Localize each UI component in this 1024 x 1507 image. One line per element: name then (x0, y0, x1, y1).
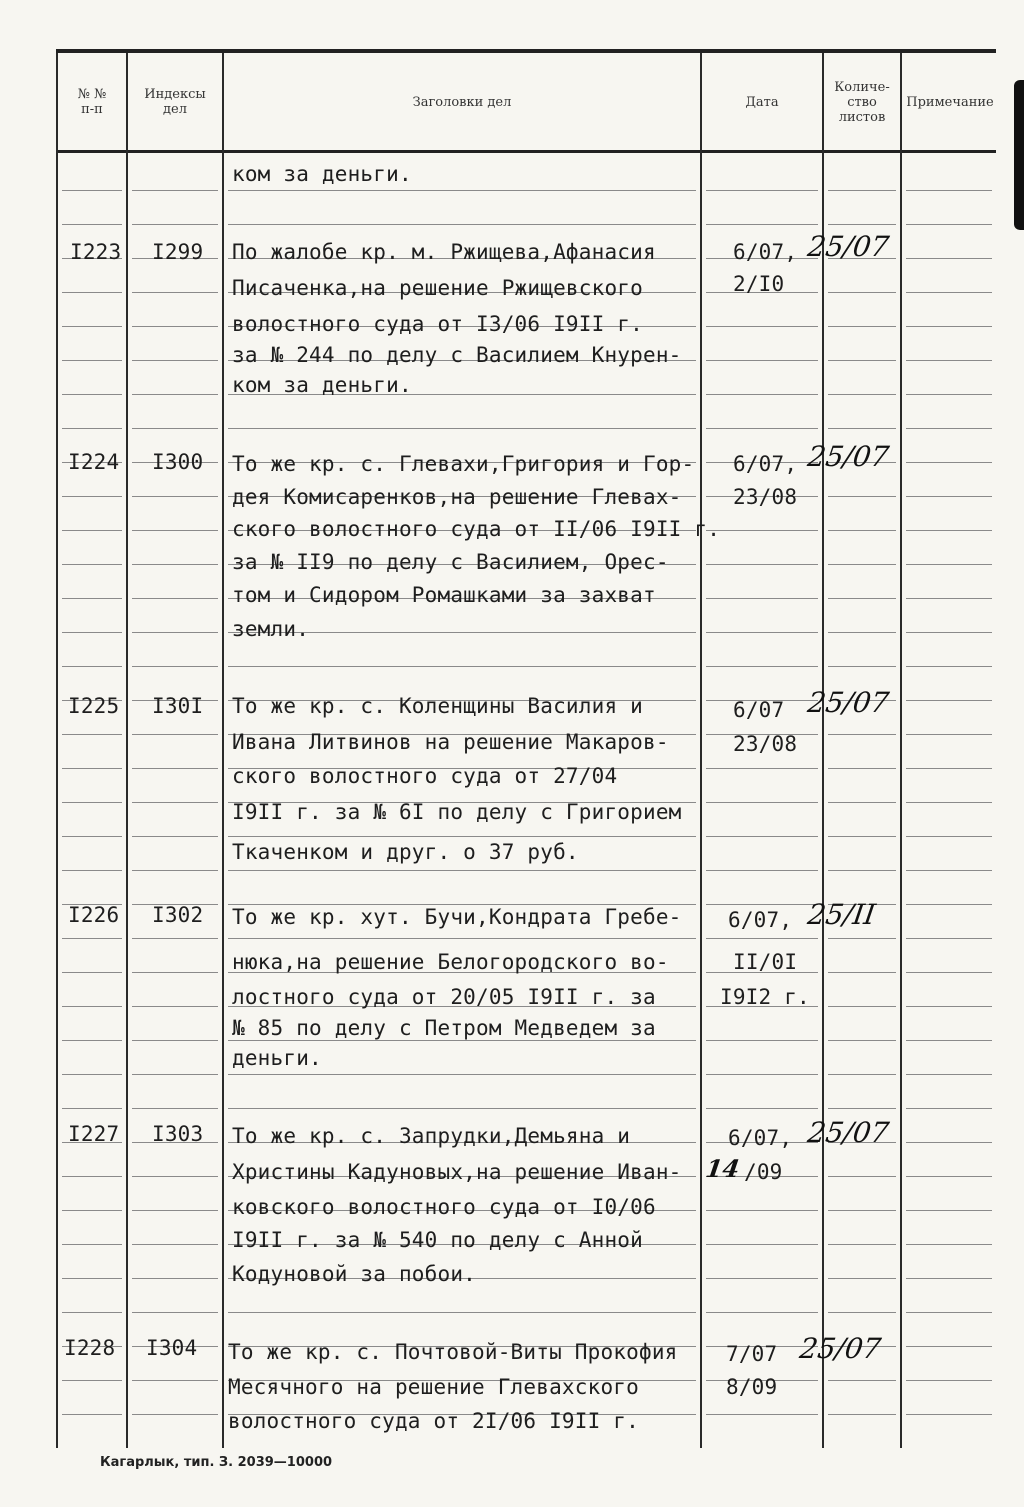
ruled-line (132, 564, 218, 565)
record-line: То же кр. с. Запрудки,Демьяна и (232, 1124, 631, 1148)
ruled-line (828, 224, 896, 225)
ruled-line (906, 904, 992, 905)
ruled-line (706, 394, 818, 395)
record-number: I225 (68, 694, 120, 718)
ruled-line (906, 1210, 992, 1211)
record-line: Христины Кадуновых,на решение Иван- (232, 1160, 682, 1184)
ruled-line (706, 1040, 818, 1041)
ruled-line (706, 224, 818, 225)
ruled-line (828, 530, 896, 531)
ruled-line (132, 870, 218, 871)
ruled-line (828, 1108, 896, 1109)
ruled-line (828, 972, 896, 973)
ruled-line (906, 598, 992, 599)
record-index: I302 (152, 903, 204, 927)
ruled-line (132, 360, 218, 361)
ruled-line (132, 666, 218, 667)
ruled-line (906, 1244, 992, 1245)
header-title: Заголовки дел (412, 94, 512, 110)
ruled-line (62, 564, 122, 565)
record-date: 6/07, (728, 1126, 793, 1150)
record-index: I30I (152, 694, 204, 718)
ruled-line (706, 632, 818, 633)
ruled-line (132, 1040, 218, 1041)
record-line: Кодуновой за побои. (232, 1262, 477, 1286)
record-number: I227 (68, 1122, 120, 1146)
record-line: волостного суда от 2I/06 I9II г. (228, 1409, 639, 1433)
ruled-line (906, 1006, 992, 1007)
ruled-line (62, 836, 122, 837)
ruled-line (706, 598, 818, 599)
record-index: I304 (146, 1336, 198, 1360)
ruled-line (906, 326, 992, 327)
ruled-line (828, 768, 896, 769)
header-date: Дата (745, 94, 779, 110)
ruled-line (828, 190, 896, 191)
record-date: 23/08 (733, 732, 798, 756)
ruled-line (62, 224, 122, 225)
ruled-line (706, 870, 818, 871)
ruled-line (828, 360, 896, 361)
record-date: 6/07, (733, 240, 798, 264)
record-index: I303 (152, 1122, 204, 1146)
ruled-line (62, 598, 122, 599)
ruled-line (906, 734, 992, 735)
ruled-line (906, 1108, 992, 1109)
record-index: I300 (152, 450, 204, 474)
ruled-line (706, 836, 818, 837)
column-divider (126, 53, 128, 1448)
ruled-line (828, 836, 896, 837)
ruled-line (62, 496, 122, 497)
ruled-line (906, 1346, 992, 1347)
ruled-line (228, 1040, 696, 1041)
ruled-line (228, 836, 696, 837)
record-line: I9II г. за № 540 по делу с Анной (232, 1228, 643, 1252)
record-line: нюка,на решение Белогородского во- (232, 950, 669, 974)
ruled-line (132, 1006, 218, 1007)
ruled-line (132, 1244, 218, 1245)
header-number: № № п-п (77, 87, 107, 117)
ruled-line (906, 258, 992, 259)
record-line: Ивана Литвинов на решение Макаров- (232, 730, 669, 754)
record-date: 8/09 (726, 1375, 778, 1399)
ruled-line (706, 1414, 818, 1415)
ruled-line (62, 1244, 122, 1245)
ruled-line (706, 564, 818, 565)
ruled-line (828, 598, 896, 599)
ruled-line (828, 394, 896, 395)
ruled-line (828, 326, 896, 327)
column-divider (56, 53, 58, 1448)
handwritten-sheet-count: 25/07 (805, 440, 892, 473)
ruled-line (906, 938, 992, 939)
record-line: То же кр. с. Глевахи,Григория и Гор- (232, 452, 695, 476)
ruled-line (906, 360, 992, 361)
ruled-line (62, 1006, 122, 1007)
ruled-line (132, 1380, 218, 1381)
record-date: 6/07, (728, 908, 793, 932)
handwritten-sheet-count: 25/II (805, 898, 878, 931)
ruled-line (906, 632, 992, 633)
table-top-border (56, 49, 996, 53)
record-line: земли. (232, 617, 310, 641)
ruled-line (828, 564, 896, 565)
ruled-line (706, 802, 818, 803)
ruled-line (62, 802, 122, 803)
ruled-line (906, 292, 992, 293)
ruled-line (132, 1278, 218, 1279)
record-line: ком за деньги. (232, 373, 412, 397)
ruled-line (62, 768, 122, 769)
record-number: I223 (70, 240, 122, 264)
ruled-line (906, 802, 992, 803)
record-line: I9II г. за № 6I по делу с Григорием (232, 800, 682, 824)
ruled-line (906, 428, 992, 429)
ruled-line (706, 428, 818, 429)
ruled-line (906, 870, 992, 871)
ruled-line (828, 802, 896, 803)
ruled-line (706, 666, 818, 667)
ruled-line (906, 1142, 992, 1143)
ruled-line (132, 496, 218, 497)
ruled-line (132, 1074, 218, 1075)
ruled-line (228, 870, 696, 871)
handwritten-sheet-count: 25/07 (805, 686, 892, 719)
record-line: ского волостного суда от 27/04 (232, 764, 618, 788)
ruled-line (906, 1312, 992, 1313)
ruled-line (62, 938, 122, 939)
ruled-line (828, 1414, 896, 1415)
record-line: То же кр. с. Почтовой-Виты Прокофия (228, 1340, 678, 1364)
record-index: I299 (152, 240, 204, 264)
ruled-line (132, 428, 218, 429)
ruled-line (906, 1414, 992, 1415)
ruled-line (706, 1074, 818, 1075)
record-date: II/0I (733, 950, 798, 974)
ruled-line (828, 938, 896, 939)
ruled-line (828, 870, 896, 871)
ruled-line (706, 938, 818, 939)
record-date: 2/I0 (733, 272, 785, 296)
ruled-line (706, 1210, 818, 1211)
ruled-line (132, 1108, 218, 1109)
ruled-line (828, 1006, 896, 1007)
ruled-line (228, 938, 696, 939)
ruled-line (828, 1244, 896, 1245)
ruled-line (706, 904, 818, 905)
record-date: /09 (744, 1160, 783, 1184)
ruled-line (132, 1312, 218, 1313)
ruled-line (828, 1210, 896, 1211)
ruled-line (62, 666, 122, 667)
ruled-line (828, 666, 896, 667)
ruled-line (828, 1074, 896, 1075)
ruled-line (228, 190, 696, 191)
ruled-line (828, 496, 896, 497)
column-divider (700, 53, 702, 1448)
ruled-line (62, 1074, 122, 1075)
column-divider (900, 53, 902, 1448)
ruled-line (132, 224, 218, 225)
ruled-line (62, 972, 122, 973)
handwritten-sheet-count: 25/07 (805, 230, 892, 263)
ruled-line (706, 1312, 818, 1313)
ruled-line (828, 1176, 896, 1177)
ruled-line (132, 1210, 218, 1211)
record-number: I226 (68, 903, 120, 927)
ruled-line (906, 1176, 992, 1177)
ruled-line (62, 632, 122, 633)
ruled-line (706, 768, 818, 769)
ruled-line (62, 1414, 122, 1415)
ruled-line (828, 1312, 896, 1313)
ruled-line (828, 1380, 896, 1381)
page-edge-shadow (1014, 80, 1024, 230)
ruled-line (132, 292, 218, 293)
ruled-line (906, 666, 992, 667)
ruled-line (228, 428, 696, 429)
ruled-line (906, 972, 992, 973)
ruled-line (62, 734, 122, 735)
ruled-line (828, 734, 896, 735)
ruled-line (828, 1278, 896, 1279)
record-number: I224 (68, 450, 120, 474)
header-note: Примечание (906, 94, 994, 110)
ruled-line (62, 292, 122, 293)
ruled-line (828, 292, 896, 293)
record-line: ковского волостного суда от I0/06 (232, 1195, 656, 1219)
ruled-line (906, 1278, 992, 1279)
record-line: волостного суда от I3/06 I9II г. (232, 312, 643, 336)
ruled-line (906, 394, 992, 395)
ruled-line (62, 870, 122, 871)
ruled-line (132, 734, 218, 735)
record-number: I228 (64, 1336, 116, 1360)
ruled-line (228, 224, 696, 225)
record-line: лостного суда от 20/05 I9II г. за (232, 985, 656, 1009)
header-sheets: Количе- ство листов (834, 79, 890, 125)
record-line: № 85 по делу с Петром Медведем за (232, 1016, 656, 1040)
ruled-line (62, 428, 122, 429)
handwritten-sheet-count: 25/07 (805, 1116, 892, 1149)
ruled-line (706, 1278, 818, 1279)
ruled-line (706, 360, 818, 361)
record-date: 6/07, (733, 452, 798, 476)
column-divider (222, 53, 224, 1448)
ruled-line (132, 1414, 218, 1415)
record-line: за № 244 по делу с Василием Кнурен- (232, 343, 682, 367)
ruled-line (132, 326, 218, 327)
record-date: 23/08 (733, 485, 798, 509)
record-line: Писаченка,на решение Ржищевского (232, 276, 643, 300)
ruled-line (706, 530, 818, 531)
record-date: I9I2 г. (720, 985, 810, 1009)
record-date: 6/07 (733, 698, 785, 722)
ruled-line (906, 564, 992, 565)
ruled-line (62, 394, 122, 395)
record-date: 7/07 (726, 1342, 778, 1366)
ruled-line (62, 190, 122, 191)
ruled-line (228, 1312, 696, 1313)
table-header-border (56, 150, 996, 153)
ruled-line (62, 1210, 122, 1211)
record-line: дея Комисаренков,на решение Глевах- (232, 485, 682, 509)
ruled-line (132, 598, 218, 599)
ruled-line (906, 190, 992, 191)
handwritten-date-correction: 14 (703, 1154, 742, 1183)
ruled-line (132, 768, 218, 769)
record-line: за № II9 по делу с Василием, Орес- (232, 550, 669, 574)
continuation-text: ком за деньги. (232, 162, 412, 186)
ruled-line (132, 530, 218, 531)
record-line: То же кр. хут. Бучи,Кондрата Гребе- (232, 905, 682, 929)
handwritten-sheet-count: 25/07 (797, 1332, 884, 1365)
ruled-line (132, 394, 218, 395)
record-line: Ткаченком и друг. о 37 руб. (232, 840, 579, 864)
ruled-line (132, 802, 218, 803)
header-index: Индексы дел (144, 87, 206, 117)
ruled-line (62, 1312, 122, 1313)
ruled-line (62, 530, 122, 531)
ruled-line (706, 1244, 818, 1245)
record-line: ского волостного суда от II/06 I9II г. (232, 517, 721, 541)
ruled-line (228, 1108, 696, 1109)
ruled-line (132, 972, 218, 973)
ruled-line (706, 190, 818, 191)
record-line: По жалобе кр. м. Ржищева,Афанасия (232, 240, 656, 264)
record-line: Месячного на решение Глевахского (228, 1375, 639, 1399)
ruled-line (828, 428, 896, 429)
ruled-line (706, 1108, 818, 1109)
ruled-line (132, 938, 218, 939)
ruled-line (62, 360, 122, 361)
ruled-line (132, 836, 218, 837)
ruled-line (906, 462, 992, 463)
ruled-line (906, 1380, 992, 1381)
ruled-line (906, 224, 992, 225)
ruled-line (828, 632, 896, 633)
ruled-line (906, 768, 992, 769)
ruled-line (906, 700, 992, 701)
ruled-line (62, 1278, 122, 1279)
ruled-line (62, 1108, 122, 1109)
ruled-line (706, 326, 818, 327)
printer-imprint: Кагарлык, тип. З. 2039—10000 (100, 1455, 333, 1470)
ruled-line (906, 836, 992, 837)
ruled-line (62, 326, 122, 327)
ruled-line (906, 496, 992, 497)
ruled-line (62, 1380, 122, 1381)
ruled-line (906, 1040, 992, 1041)
ruled-line (132, 632, 218, 633)
ruled-line (132, 1176, 218, 1177)
record-line: То же кр. с. Коленщины Василия и (232, 694, 643, 718)
ruled-line (62, 1040, 122, 1041)
ruled-line (62, 1176, 122, 1177)
record-line: том и Сидором Ромашками за захват (232, 583, 656, 607)
record-line: деньги. (232, 1046, 322, 1070)
ruled-line (906, 530, 992, 531)
ruled-line (228, 666, 696, 667)
ruled-line (132, 190, 218, 191)
ruled-line (906, 1074, 992, 1075)
ruled-line (228, 1074, 696, 1075)
ruled-line (828, 1040, 896, 1041)
